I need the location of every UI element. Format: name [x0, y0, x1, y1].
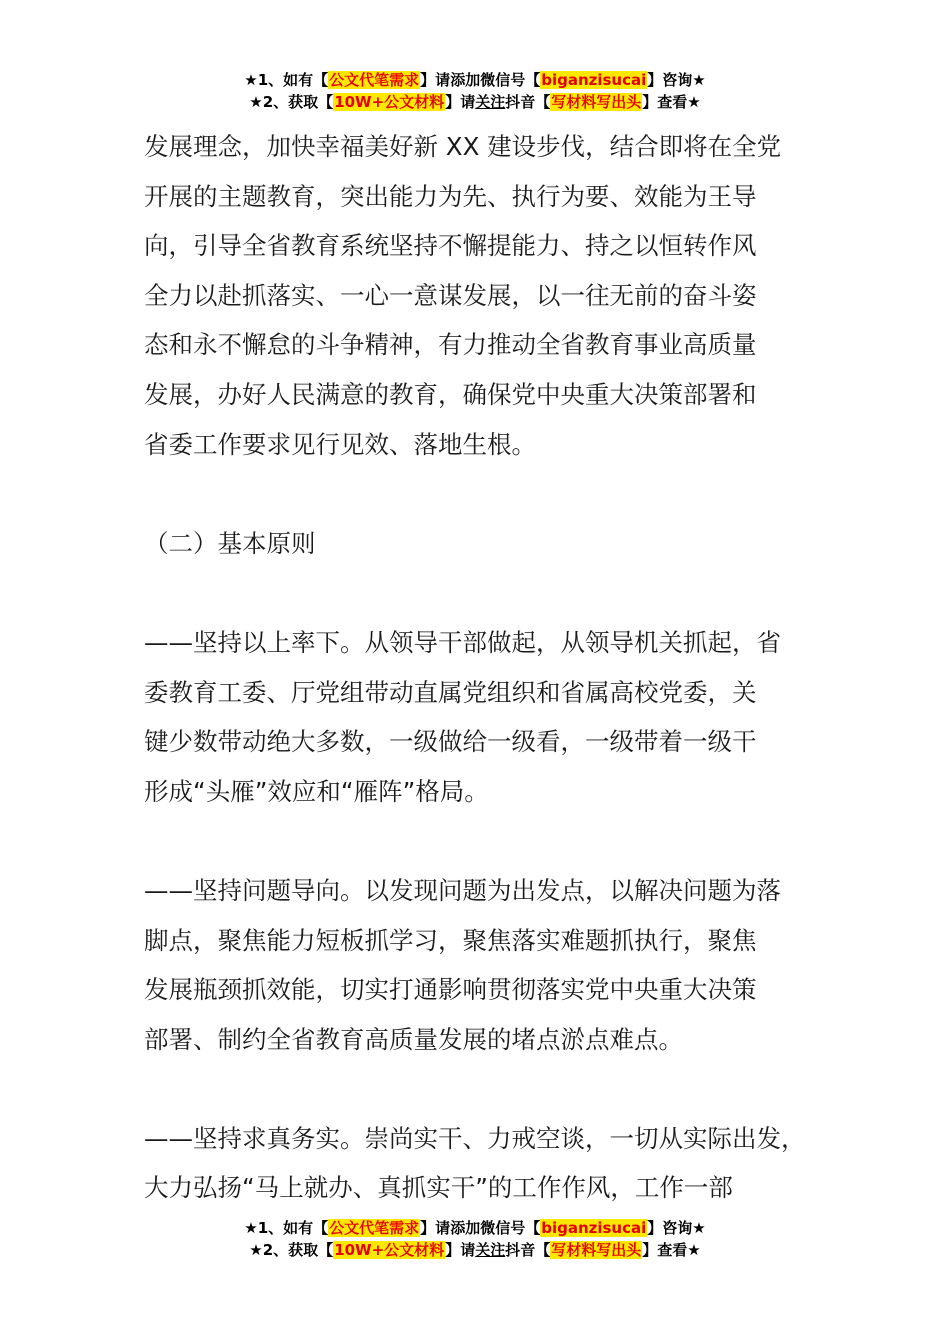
banner-text: 添加	[450, 71, 481, 89]
body-line: 部署、制约全省教育高质量发展的堵点淤点难点。	[144, 1024, 683, 1054]
banner-text: 】请	[420, 71, 451, 89]
banner-text: 添加	[450, 1219, 481, 1237]
banner-highlight: 写材料写出头	[551, 1241, 642, 1259]
banner-text: ★2、获取【	[249, 1241, 334, 1259]
banner-text: ★2、获取【	[249, 93, 334, 111]
footer-banner	[0, 1217, 950, 1261]
banner-line-2	[0, 1239, 950, 1261]
banner-highlight: biganzisucai	[541, 71, 647, 89]
body-line: ——坚持以上率下。从领导干部做起，从领导机关抓起，省	[144, 627, 781, 657]
banner-text: ★1、如有【	[244, 1219, 329, 1237]
banner-text: 关注	[475, 1241, 506, 1259]
body-line: 发展理念，加快幸福美好新 XX 建设步伐，结合即将在全党	[144, 132, 782, 161]
banner-highlight: 写材料写出头	[551, 93, 642, 111]
banner-highlight: 10W+公文材料	[334, 1241, 445, 1259]
banner-highlight: 10W+公文材料	[334, 93, 445, 111]
header-banner	[0, 69, 950, 113]
body-line: 态和永不懈怠的斗争精神，有力推动全省教育事业高质量	[144, 330, 757, 360]
banner-text: 抖音【	[505, 93, 551, 111]
body-line: ——坚持问题导向。以发现问题为出发点，以解决问题为落	[144, 875, 781, 905]
banner-text: 】请	[420, 1219, 451, 1237]
body-line: 脚点，聚焦能力短板抓学习，聚焦落实难题抓执行，聚焦	[144, 925, 757, 955]
banner-text: 】请	[445, 93, 476, 111]
body-line: 发展，办好人民满意的教育，确保党中央重大决策部署和	[144, 379, 757, 409]
body-line: 开展的主题教育，突出能力为先、执行为要、效能为王导	[144, 181, 757, 211]
banner-text: 】咨询★	[647, 71, 706, 89]
paragraph-gap	[144, 568, 814, 618]
body-line: 形成“头雁”效应和“雁阵”格局。	[144, 776, 489, 806]
banner-text: 】咨询★	[647, 1219, 706, 1237]
paragraph-gap	[144, 816, 814, 866]
banner-text: 微信号【	[480, 1219, 541, 1237]
paragraph-gap	[144, 1064, 814, 1114]
body-line: 委教育工委、厅党组带动直属党组织和省属高校党委，关	[144, 677, 757, 707]
banner-highlight: biganzisucai	[541, 1219, 647, 1237]
banner-text: 抖音【	[505, 1241, 551, 1259]
banner-line-1	[0, 69, 950, 91]
banner-text: 】查看★	[642, 93, 701, 111]
banner-line-2	[0, 91, 950, 113]
body-line: 向，引导全省教育系统坚持不懈提能力、持之以恒转作风	[144, 231, 757, 261]
banner-highlight: 公文代笔需求	[329, 1219, 420, 1237]
document-body	[144, 122, 814, 1213]
body-line: 大力弘扬“马上就办、真抓实干”的工作作风，工作一部	[144, 1173, 733, 1203]
banner-line-1	[0, 1217, 950, 1239]
banner-text: 微信号【	[480, 71, 541, 89]
body-line: 发展瓶颈抓效能，切实打通影响贯彻落实党中央重大决策	[144, 975, 757, 1005]
body-line: 全力以赴抓落实、一心一意谋发展，以一往无前的奋斗姿	[144, 280, 757, 310]
paragraph-gap	[144, 469, 814, 519]
body-line: 省委工作要求见行见效、落地生根。	[144, 429, 536, 459]
body-line: 键少数带动绝大多数，一级做给一级看，一级带着一级干	[144, 727, 757, 757]
banner-text: 】请	[445, 1241, 476, 1259]
section-heading: （二）基本原则	[144, 528, 316, 558]
banner-text: 】查看★	[642, 1241, 701, 1259]
body-line: ——坚持求真务实。崇尚实干、力戒空谈，一切从实际出发，	[144, 1123, 806, 1153]
banner-highlight: 公文代笔需求	[329, 71, 420, 89]
banner-text: ★1、如有【	[244, 71, 329, 89]
banner-text: 关注	[475, 93, 506, 111]
